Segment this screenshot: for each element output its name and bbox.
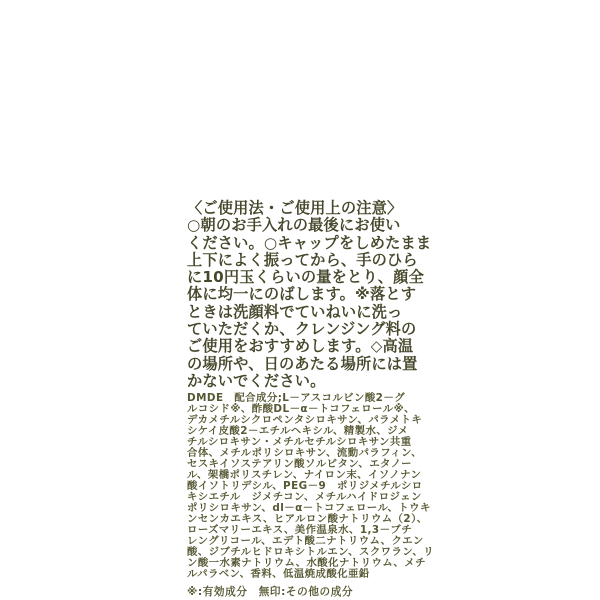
usage-line: ください。○キャップをしめたまま: [187, 233, 432, 252]
usage-line: の場所や、日のあたる場所には置: [187, 354, 418, 373]
ingredients-line: デカメチルシクロペンタシロキサン、パラメトキ: [187, 414, 423, 427]
ingredients-line: DMDE 配合成分;L－アスコルビン酸2－グ: [187, 392, 406, 405]
ingredients-line: ルパラベン、香料、低温焼成酸化亜鉛: [187, 568, 370, 581]
usage-line: かないでください。: [187, 371, 326, 390]
usage-heading: 〈ご使用法・ご使用上の注意〉: [187, 199, 403, 217]
usage-line: 体に均一にのばします。※落とす: [187, 285, 417, 304]
ingredients-line: ポリシロキサン、dl－α－トコフェロール、トウキ: [187, 502, 431, 515]
active-ingredient-footnote: ※:有効成分 無印:その他の成分: [187, 586, 354, 599]
ingredients-section: [187, 392, 435, 581]
ingredients-line: ン酸一水素ナトリウム、水酸化ナトリウム、メチ: [187, 557, 426, 570]
label-text-block: [187, 199, 435, 599]
usage-line: ていただくか、クレンジング料の: [187, 320, 417, 339]
ingredients-line: ル、架橋ポリスチレン、ナイロン末、イソノナン: [187, 469, 422, 482]
ingredients-line: ローズマリーエキス、美作温泉水、1,3－ブチ: [187, 524, 413, 537]
ingredients-line: 合体、メチルポリシロキサン、流動パラフィン、: [187, 447, 422, 460]
ingredients-line: ルコシド※、酢酸DL－α－トコフェロール※、: [187, 403, 415, 416]
usage-section: [187, 199, 432, 390]
ingredients-line: レングリコール、エデト酸二ナトリウム、クエン: [187, 535, 424, 548]
ingredients-line: 酸、ジブチルヒドロキシトルエン、スクワラン、リ: [187, 546, 435, 559]
usage-line: に10円玉くらいの量をとり、顔全: [187, 268, 424, 287]
ingredients-line: ンセンカエキス、ヒアルロン酸ナトリウム（2）、: [187, 513, 428, 526]
usage-line: ときは洗顔料でていねいに洗っ: [187, 302, 403, 321]
ingredients-line: セスキイソステアリン酸ソルビタン、エタノー: [187, 458, 412, 471]
ingredients-line: 酸イソトリデシル、PEG－9 ポリジメチルシロ: [187, 480, 423, 493]
ingredients-line: キシエチル ジメチコン、メチルハイドロジェン: [187, 491, 422, 504]
ingredients-line: チルシロキサン・メチルセチルシロキサン共重: [187, 436, 412, 449]
usage-line: 上下によく振ってから、手のひら: [187, 250, 418, 269]
usage-line: ○朝のお手入れの最後にお使い: [187, 216, 401, 235]
ingredients-line: シケイ皮酸2－エチルヘキシル、精製水、ジメ: [187, 425, 409, 438]
usage-line: ご使用をおすすめします。◇高温: [187, 337, 414, 356]
